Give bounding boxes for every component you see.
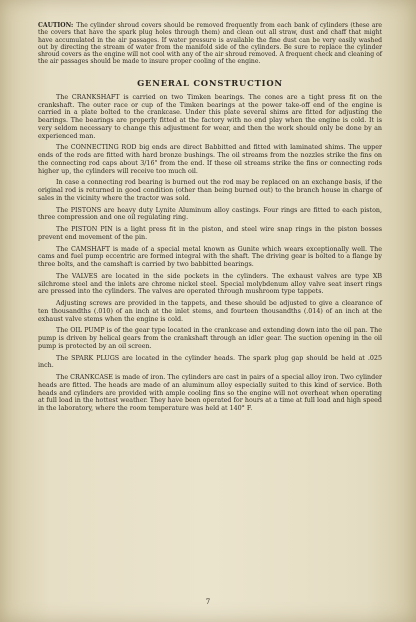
rod-exchange-paragraph: In case a connecting rod bearing is burned out the rod may be replaced on an exchange basis, if the original rod is returned in good condition (other than being burned out) to the branch house in charge of sales in the vicinity where the tractor was sold. bbox=[38, 179, 382, 202]
caution-note bbox=[38, 22, 382, 66]
piston-pin-paragraph: The PISTON PIN is a light press fit in the piston, and steel wire snap rings in the piston bosses prevent end movement of the pin. bbox=[38, 226, 382, 241]
section-heading: GENERAL CONSTRUCTION bbox=[137, 77, 283, 88]
connecting-rod-paragraph: The CONNECTING ROD big ends are direct Babbitted and fitted with laminated shims. The upper ends of the rods are fitted with hard bronze bushings. The oil streams from the nozzles strike the fins on the connecting rod caps about 3/16" from the end. If these oil streams strike the fins or connecting rods higher up, the cylinders will receive too much oil. bbox=[38, 144, 382, 175]
valves-paragraph: The VALVES are located in the side pockets in the cylinders. The exhaust valves are type XB silchrome steel and the inlets are chrome nickel steel. Special molybdenum alloy valve seat insert rings are pressed into the cylinders. The valves are operated through mushroom type tappets. bbox=[38, 272, 382, 296]
spark-plugs-paragraph: The SPARK PLUGS are located in the cylinder heads. The spark plug gap should be held at .025 inch. bbox=[38, 354, 382, 370]
oil-pump-paragraph: The OIL PUMP is of the gear type located in the crankcase and extending down into the oil pan. The pump is driven by helical gears from the crankshaft through an idler gear. The suction opening in the oil pump is protected by an oil screen. bbox=[38, 327, 382, 350]
crankshaft-paragraph: The CRANKSHAFT is carried on two Timken bearings. The cones are a tight press fit on the crankshaft. The outer race or cup of the Timken bearings at the power take-off end of the engine is carried in a plate bolted to the crankcase. Under this plate several shims are fitted for adjusting the bearings. The bearings are properly fitted at the factory with no end play when the engine is cold. It is very seldom necessary to change this adjustment for wear, and then the work should only be done by an experienced man. bbox=[38, 93, 382, 140]
crankcase-paragraph: The CRANKCASE is made of iron. The cylinders are cast in pairs of a special alloy iron. Two cylinder heads are fitted. The heads are made of an aluminum alloy especially suited to this kind of service. Both heads and cylinders are provided with ample cooling fins so the engine will not overheat when operating at full load in the hottest weather. They have been operated for hours at a time at full load and high speed in the laboratory, where the room temperature was held at 140° F. bbox=[38, 374, 382, 413]
tappet-adjustment-paragraph: Adjusting screws are provided in the tappets, and these should be adjusted to give a clearance of ten thousandths (.010) of an inch at the inlet stems, and fourteen thousandths (.014) of an inch at the exhaust valve stems when the engine is cold. bbox=[38, 300, 382, 323]
page-number: 7 bbox=[205, 598, 211, 606]
pistons-paragraph: The PISTONS are heavy duty Lynite Aluminum alloy castings. Four rings are fitted to each piston, three compression and one oil regulating ring. bbox=[38, 206, 382, 222]
caution-label: CAUTION: bbox=[38, 22, 74, 29]
caution-text: The cylinder shroud covers should be removed frequently from each bank of cylinders (these are the covers that have the spark plug holes through them) and clean out all straw, dust and chaff that might have accumulated in the air passages. If water pressure is available the fine dust can be very easily washed out by directing the stream of water from the manifold side of the cylinders. Be sure to replace the cylinder shroud covers as the engine will not cool with any of the air shroud removed. A frequent check and cleaning of the air passages should be made to insure proper cooling of the engine. bbox=[38, 22, 382, 66]
camshaft-paragraph: The CAMSHAFT is made of a special metal known as Gunite which wears exceptionally well. The cams and fuel pump eccentric are formed integral with the shaft. The driving gear is bolted to a flange by three bolts, and the camshaft is carried by two babbitted bearings. bbox=[38, 245, 382, 269]
